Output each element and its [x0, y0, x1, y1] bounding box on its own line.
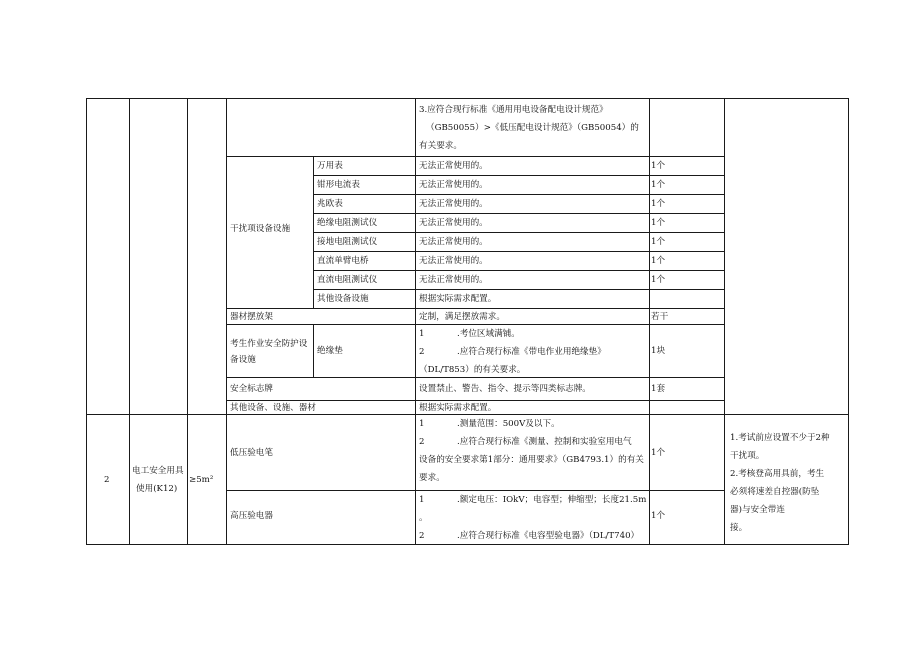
grid-line — [226, 324, 725, 325]
item-name: 器材摆放架 — [230, 312, 273, 322]
item-requirement: 无法正常使用的。 — [419, 218, 488, 228]
requirement-number: 2 — [419, 347, 425, 357]
item-requirement: （DL/T853）的有关要求。 — [419, 365, 526, 375]
note-line: 2.考核登高用具前，考生 — [730, 469, 825, 479]
item-requirement: 无法正常使用的。 — [419, 237, 488, 247]
grid-line — [86, 98, 849, 99]
item-requirement: 设备的安全要求第1部分：通用要求》（GB4793.1）的有关 — [419, 455, 644, 465]
item-name: 钳形电流表 — [317, 180, 360, 190]
item-requirement: 无法正常使用的。 — [419, 199, 488, 209]
item-quantity: 1个 — [651, 511, 666, 521]
item-requirement: .额定电压：IOkV；电容型；伸缩型；长度21.5m — [457, 495, 647, 505]
note-line: 必须将速差自控器(防坠 — [730, 487, 820, 497]
note-line: 干扰项。 — [730, 451, 765, 461]
requirement-text: 3.应符合现行标准《通用用电设备配电设计规范》 — [419, 105, 608, 115]
item-quantity: 1个 — [651, 256, 666, 266]
grid-line — [649, 98, 650, 545]
group-label: 备设施 — [230, 355, 256, 365]
item-quantity: 1块 — [651, 346, 666, 356]
grid-line — [86, 544, 849, 545]
item-requirement: .应符合现行标准《测量、控制和实验室用电气 — [457, 437, 632, 447]
note-line: 接。 — [730, 523, 748, 533]
grid-line — [226, 400, 725, 401]
group-label: 考生作业安全防护设 — [230, 339, 308, 349]
item-name: 绝缘垫 — [317, 346, 343, 356]
grid-line — [313, 251, 725, 252]
area-requirement: ≥5m² — [189, 475, 214, 485]
item-requirement: 要求。 — [419, 473, 445, 483]
grid-line — [187, 98, 188, 545]
grid-line — [313, 289, 725, 290]
item-quantity: 1套 — [651, 384, 666, 394]
row-title: 电工安全用具 — [132, 466, 184, 476]
grid-line — [313, 194, 725, 195]
item-name: 低压验电笔 — [230, 448, 273, 458]
requirement-number: 2 — [419, 531, 425, 541]
item-requirement: .考位区域满铺。 — [457, 329, 520, 339]
item-requirement: 定制，满足摆放需求。 — [419, 312, 505, 322]
item-requirement: 无法正常使用的。 — [419, 180, 488, 190]
grid-line — [226, 156, 725, 157]
requirement-number: 1 — [419, 495, 425, 505]
item-quantity: 若干 — [651, 312, 669, 322]
item-name: 兆欧表 — [317, 199, 343, 209]
item-requirement: .测量范围：500V及以下。 — [457, 419, 560, 429]
equipment-table — [86, 98, 849, 545]
grid-line — [226, 490, 725, 491]
item-name: 其他设备、设施、器材 — [230, 403, 316, 413]
item-name: 直流单臂电桥 — [317, 256, 369, 266]
item-requirement: 无法正常使用的。 — [419, 256, 488, 266]
grid-line — [313, 175, 725, 176]
item-name: 万用表 — [317, 161, 343, 171]
grid-line — [313, 232, 725, 233]
requirement-text: 有关要求。 — [419, 141, 462, 151]
item-requirement: 根据实际需求配置。 — [419, 403, 497, 413]
item-requirement: .应符合现行标准《电容型验电器》（DL/T740） — [457, 531, 640, 541]
grid-line — [86, 98, 87, 545]
item-requirement: 设置禁止、警告、指令、提示等四类标志牌。 — [419, 384, 591, 394]
grid-line — [848, 98, 849, 545]
grid-line — [415, 98, 416, 545]
grid-line — [313, 324, 314, 377]
item-requirement: 根据实际需求配置。 — [419, 294, 497, 304]
grid-line — [226, 98, 227, 545]
requirement-number: 1 — [419, 419, 425, 429]
item-quantity: 1个 — [651, 218, 666, 228]
grid-line — [313, 270, 725, 271]
requirement-number: 2 — [419, 437, 425, 447]
item-requirement: 无法正常使用的。 — [419, 275, 488, 285]
item-quantity: 1个 — [651, 180, 666, 190]
grid-line — [86, 414, 849, 415]
item-requirement: 无法正常使用的。 — [419, 161, 488, 171]
grid-line — [129, 98, 130, 545]
item-quantity: 1个 — [651, 199, 666, 209]
grid-line — [226, 377, 725, 378]
row-title: 使用(K12) — [136, 484, 178, 494]
item-name: 其他设备设施 — [317, 294, 369, 304]
grid-line — [724, 98, 725, 545]
item-quantity: 1个 — [651, 275, 666, 285]
note-line: 1.考试前应设置不少于2种 — [730, 433, 830, 443]
note-line: 器)与安全带连 — [730, 505, 785, 515]
item-name: 高压验电器 — [230, 511, 273, 521]
item-name: 接地电阻测试仪 — [317, 237, 378, 247]
requirement-number: 1 — [419, 329, 425, 339]
item-quantity: 1个 — [651, 237, 666, 247]
group-label: 干扰项设备设施 — [230, 224, 291, 234]
item-quantity: 1个 — [651, 448, 666, 458]
item-requirement: 。 — [419, 513, 428, 523]
item-name: 安全标志牌 — [230, 384, 273, 394]
item-requirement: .应符合现行标准《带电作业用绝缘垫》 — [457, 347, 606, 357]
grid-line — [226, 308, 725, 309]
row-index: 2 — [104, 475, 110, 485]
grid-line — [313, 213, 725, 214]
item-name: 绝缘电阻测试仪 — [317, 218, 378, 228]
item-name: 直流电阻测试仪 — [317, 275, 378, 285]
item-quantity: 1个 — [651, 161, 666, 171]
requirement-text: （GB50055）>《低压配电设计规范》（GB50054）的 — [426, 123, 639, 133]
